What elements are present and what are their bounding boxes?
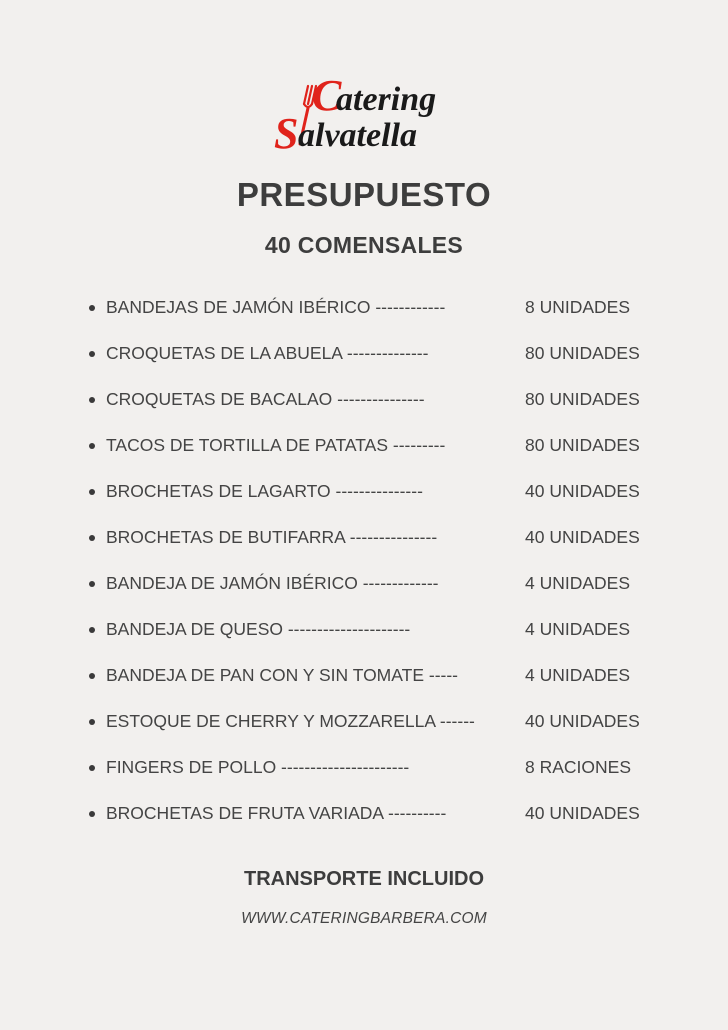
item-description: CROQUETAS DE BACALAO --------------- [106, 389, 425, 409]
bullet-icon [89, 535, 95, 541]
list-item [0, 292, 728, 328]
item-quantity: 80 UNIDADES [525, 343, 640, 363]
list-item [0, 338, 728, 374]
item-description: BANDEJA DE QUESO --------------------- [106, 619, 411, 639]
page-subtitle: 40 COMENSALES [264, 232, 464, 258]
item-description: BANDEJA DE PAN CON Y SIN TOMATE ----- [106, 665, 458, 685]
bullet-icon [89, 627, 95, 633]
bullet-icon [89, 397, 95, 403]
item-description: CROQUETAS DE LA ABUELA -------------- [106, 343, 429, 363]
list-item [0, 476, 728, 512]
item-quantity: 80 UNIDADES [525, 389, 640, 409]
item-description: FINGERS DE POLLO ---------------------- [106, 757, 410, 777]
bullet-icon [89, 765, 95, 771]
bullet-icon [89, 811, 95, 817]
item-quantity: 40 UNIDADES [525, 527, 640, 547]
item-description: BANDEJAS DE JAMÓN IBÉRICO ------------ [106, 297, 446, 317]
item-quantity: 8 UNIDADES [525, 297, 631, 317]
logo-line-2: alvatella [298, 117, 417, 154]
transport-note: TRANSPORTE INCLUIDO [244, 868, 484, 890]
bullet-icon [89, 581, 95, 587]
list-item [0, 798, 728, 834]
bullet-icon [89, 305, 95, 311]
bullet-icon [89, 489, 95, 495]
item-quantity: 40 UNIDADES [525, 803, 640, 823]
list-item [0, 752, 728, 788]
website-link[interactable]: WWW.CATERINGBARBERA.COM [241, 910, 487, 927]
list-item [0, 614, 728, 650]
bullet-icon [89, 443, 95, 449]
item-description: ESTOQUE DE CHERRY Y MOZZARELLA ------ [106, 711, 475, 731]
item-quantity: 4 UNIDADES [525, 573, 631, 593]
list-item [0, 430, 728, 466]
item-description: BROCHETAS DE BUTIFARRA --------------- [106, 527, 438, 547]
item-description: BROCHETAS DE FRUTA VARIADA ---------- [106, 803, 447, 823]
logo-initial-c: C [312, 71, 342, 120]
catering-logo [270, 62, 470, 162]
list-item [0, 660, 728, 696]
logo-initial-s: S [274, 109, 299, 158]
page-title: PRESUPUESTO [236, 176, 492, 213]
logo-line-1: atering [336, 81, 437, 118]
list-item [0, 384, 728, 420]
item-description: BANDEJA DE JAMÓN IBÉRICO ------------- [106, 573, 439, 593]
item-quantity: 8 RACIONES [525, 757, 631, 777]
item-description: BROCHETAS DE LAGARTO --------------- [106, 481, 423, 501]
list-item [0, 706, 728, 742]
bullet-icon [89, 719, 95, 725]
bullet-icon [89, 351, 95, 357]
logo-graphic [270, 62, 470, 162]
bullet-icon [89, 673, 95, 679]
item-quantity: 40 UNIDADES [525, 481, 640, 501]
list-item [0, 522, 728, 558]
item-quantity: 80 UNIDADES [525, 435, 640, 455]
item-quantity: 4 UNIDADES [525, 619, 631, 639]
item-quantity: 4 UNIDADES [525, 665, 631, 685]
item-quantity: 40 UNIDADES [525, 711, 640, 731]
item-description: TACOS DE TORTILLA DE PATATAS --------- [106, 435, 446, 455]
list-item [0, 568, 728, 604]
